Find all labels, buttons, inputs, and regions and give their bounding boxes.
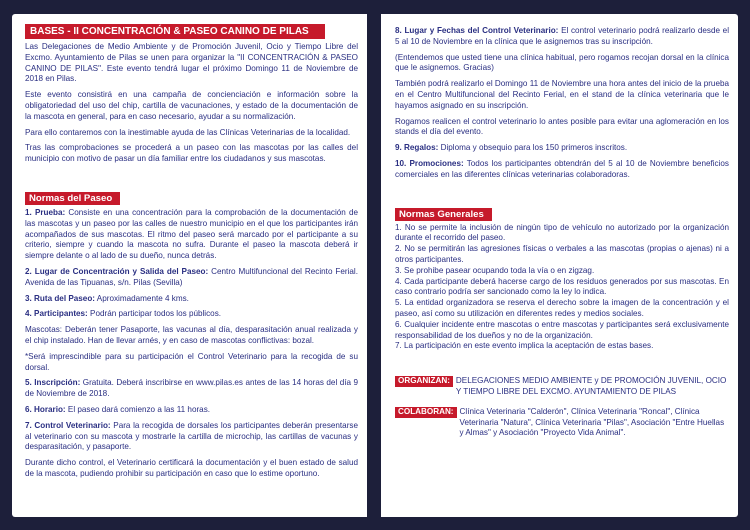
rule-item [25, 378, 358, 400]
rule-label: 5. Inscripción: [25, 378, 81, 388]
rule-text: El control veterinario podrá realizarlo desde el 5 al 10 de Noviembre en la clínica que le asignemos tras su inscripción. [395, 26, 730, 46]
rule-item [25, 208, 358, 262]
general-rule: 6. Cualquier incidente entre mascotas o entre mascotas y participantes será exclusivamente responsabilidad de los dueños y no de la organización. [395, 319, 729, 340]
rule-note: (Entendemos que usted tiene una clínica habitual, pero rogamos recojan dorsal en la clínica que le asignemos. Gracias) [395, 52, 729, 73]
rule-note: Durante dicho control, el Veterinario certificará la documentación y el buen estado de salud de la mascota, pudiendo prohibir su participación en caso que lo estime oportuno. [25, 458, 358, 478]
rule-note: También podrá realizarlo el Domingo 11 de Noviembre una hora antes del inicio de la prueba en el Centro Multifuncional del Recinto Ferial, en el stand de la clínica veterinaria que le hayamos asignado en su inscripción. [395, 79, 729, 110]
rule-label: 6. Horario: [25, 404, 66, 414]
rule-text: Para la recogida de dorsales los participantes deberán presentarse al veterinario con su mascota y mostrarle la cartilla de microchip, las cartillas de vacunas y desparasitación, y pasaporte. [25, 420, 358, 452]
rule-text: Diploma y obsequio para los 150 primeros inscritos. [438, 143, 628, 153]
intro-paragraph: Este evento consistirá en una campaña de concienciación e información sobre la obligatoriedad del uso del chip, cartilla de vacunaciones, y estado de la documentación de la mascota en general, para en caso necesario, ayudar a su normalización. [25, 90, 358, 121]
rule-note: Mascotas: Deberán tener Pasaporte, las vacunas al día, desparasitación anual realizada y el chip instalado. Han de llevar arnés, y en caso de mascotas conflictivas: bozal. [25, 325, 358, 345]
rule-label: 4. Participantes: [25, 309, 88, 319]
rule-item [25, 309, 358, 320]
rule-label: 7. Control Veterinario: [25, 420, 111, 430]
colaboran-label: COLABORAN: [395, 407, 457, 418]
intro-paragraph: Las Delegaciones de Medio Ambiente y de Promoción Juvenil, Ocio y Tiempo Libre del Excmo. Ayuntamiento de Pilas se unen para organizar la "II CONCENTRACIÓN & PASEO CANINO DE PILAS". Este evento tendrá lugar el próximo Domingo 11 de Noviembre de 2018 en Pilas. [25, 42, 358, 84]
intro-paragraph: Tras las comprobaciones se procederá a un paseo con las mascotas por las calles del municipio con motivo de pasar un día familiar entre los ciudadanos y sus mascotas. [25, 143, 358, 164]
general-rule: 3. Se prohibe pasear ocupando toda la vía o en zigzag. [395, 265, 595, 275]
intro-paragraph: Para ello contaremos con la inestimable ayuda de las Clínicas Veterinarias de la localidad. [25, 127, 351, 137]
page-title: BASES - II CONCENTRACIÓN & PASEO CANINO DE PILAS [25, 24, 325, 39]
rule-label: 9. Regalos: [395, 143, 439, 153]
general-rule: 4. Cada participante deberá hacerse cargo de los residuos generados por sus mascotas. En caso contrario podría ser sancionado como la ley lo indica. [395, 276, 729, 297]
rule-note: *Será imprescindible para su participación el Control Veterinario para la recogida de su dorsal. [25, 351, 358, 372]
organizers-block [395, 376, 729, 398]
page-gutter [367, 14, 381, 517]
rule-text: Todos los participantes obtendrán del 5 al 10 de Noviembre beneficios comerciales en las diferentes clínicas veterinarias colaboradoras. [395, 158, 729, 179]
rule-text: Gratuita. Deberá inscribirse en www.pilas.es antes de las 14 horas del día 9 de Noviembre de 2018. [25, 378, 358, 399]
rule-text: Centro Multifuncional del Recinto Ferial. Avenida de las Tipuanas, s/n. Pilas (Sevilla) [25, 266, 358, 287]
general-rule: 1. No se permite la inclusión de ningún tipo de vehículo no autorizado por la organización durante el recorrido del paseo. [395, 222, 729, 243]
rule-note: Rogamos realicen el control veterinario lo antes posible para evitar una aglomeración en los stands el día del evento. [395, 116, 729, 137]
rule-text: El paseo dará comienzo a las 11 horas. [65, 404, 211, 414]
rule-item [25, 294, 358, 305]
rule-text: Aproximadamente 4 kms. [95, 293, 189, 303]
section-title-normas-paseo: Normas del Paseo [25, 192, 120, 205]
right-page [381, 14, 738, 517]
rule-label: 2. Lugar de Concentración y Salida del Paseo: [25, 266, 209, 276]
section-title-normas-generales: Normas Generales [395, 208, 492, 221]
rule-label: 3. Ruta del Paseo: [25, 293, 95, 303]
rule-text: Podrán participar todos los públicos. [87, 309, 222, 319]
rule-label: 8. Lugar y Fechas del Control Veterinario: [395, 26, 559, 35]
rule-item [25, 421, 358, 453]
left-content [25, 24, 358, 485]
rule-item [395, 143, 729, 154]
collaborators-block [395, 407, 729, 439]
organizan-label: ORGANIZAN: [395, 376, 453, 387]
rule-item [25, 267, 358, 289]
right-content [395, 26, 729, 448]
rule-label: 1. Prueba: [25, 207, 66, 217]
rule-item [25, 405, 358, 416]
general-rule: 5. La entidad organizadora se reserva el derecho sobre la imagen de la concentración y el paseo, así como su utilización en diferentes redes y medios sociales. [395, 298, 729, 318]
rule-text: Consiste en una concentración para la comprobación de la documentación de las mascotas y un paseo por las calles de nuestro municipio en el que los participantes irán acompañados de sus mascotas. El ritmo del paseo será marcado por el participante a su criterio, siempre y cuando la mascota no sufra. Durante el paseo la mascota deberá ir siempre delante o al lado de su dueño, nunca detrás. [25, 207, 358, 261]
rule-label: 10. Promociones: [395, 158, 464, 168]
left-page [12, 14, 367, 517]
rule-item [395, 26, 729, 48]
general-rule: 2. No se permitirán las agresiones físicas o verbales a las mascotas (propias o ajenas) ni a otros participantes. [395, 244, 729, 264]
general-rules-list [395, 223, 729, 353]
rule-item [395, 159, 729, 181]
colaboran-text: Clínica Veterinaria "Calderón", Clínica Veterinaria "Roncal", Clínica Veterinaria "Natura", Clínica Veterinaria "Pilas", Asociación "Entre Huellas y Almas" y Asociación "Proyecto Vida Animal". [459, 406, 725, 438]
organizan-text: DELEGACIONES MEDIO AMBIENTE y DE PROMOCIÓN JUVENIL, OCIO Y TIEMPO LIBRE DEL EXCMO. AYUNTAMIENTO DE PILAS [455, 376, 727, 396]
general-rule: 7. La participación en este evento implica la aceptación de estas bases. [395, 341, 654, 351]
